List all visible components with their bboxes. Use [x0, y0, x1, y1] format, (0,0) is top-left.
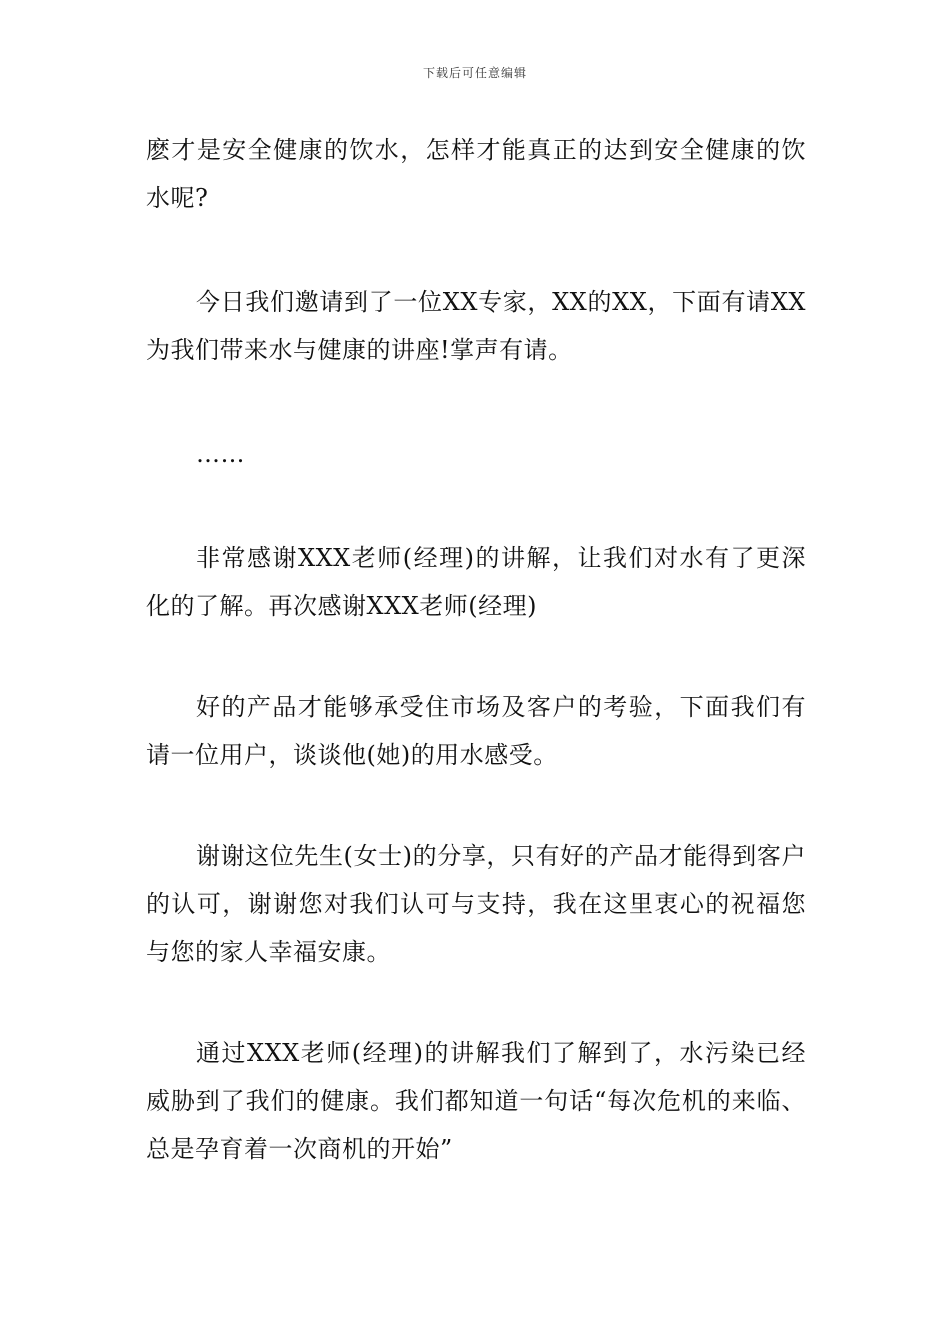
- paragraph-thanks-teacher: 非常感谢XXX老师(经理)的讲解，让我们对水有了更深化的了解。再次感谢XXX老师(经理): [146, 544, 806, 620]
- paragraph-expert-intro: 今日我们邀请到了一位XX专家，XX的XX，下面有请XX为我们带来水与健康的讲座!掌声有请。: [146, 288, 806, 364]
- paragraph-continuation: 麽才是安全健康的饮水，怎样才能真正的达到安全健康的饮水呢?: [146, 136, 806, 212]
- document-body: [146, 126, 806, 1173]
- paragraph-pollution: 通过XXX老师(经理)的讲解我们了解到了，水污染已经威胁到了我们的健康。我们都知道一句话“每次危机的来临、总是孕育着一次商机的开始”: [146, 1039, 806, 1163]
- paragraph-thanks-user: 谢谢这位先生(女士)的分享，只有好的产品才能得到客户的认可，谢谢您对我们认可与支持，我在这里衷心的祝福您与您的家人幸福安康。: [146, 842, 806, 966]
- paragraph-ellipsis: ……: [196, 440, 245, 468]
- page-header-note: 下载后可任意编辑: [422, 66, 527, 80]
- paragraph-user-invite: 好的产品才能够承受住市场及客户的考验，下面我们有请一位用户，谈谈他(她)的用水感受。: [146, 693, 806, 769]
